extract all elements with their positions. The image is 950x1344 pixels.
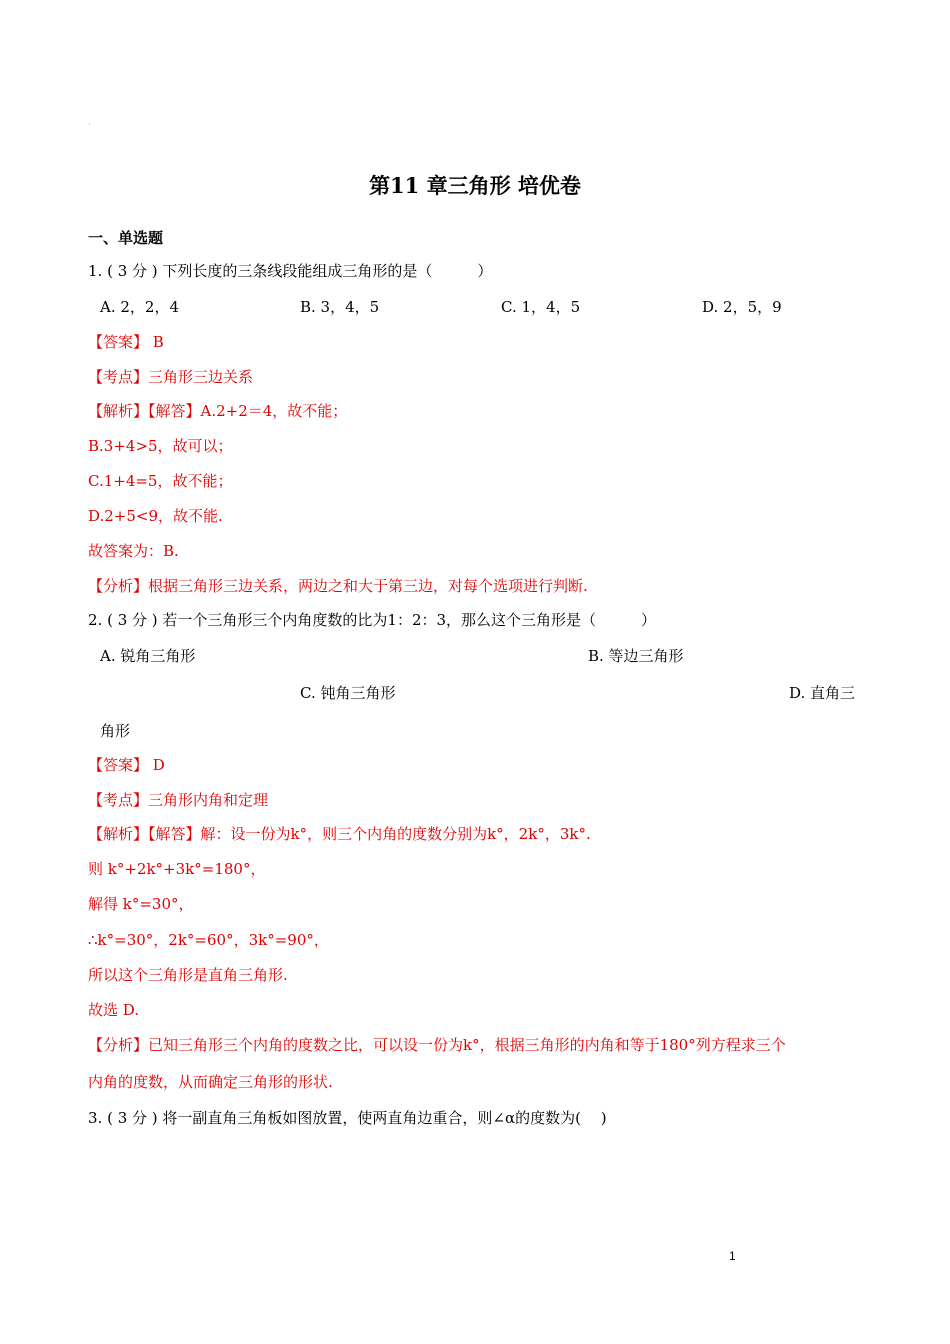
page-title: 第11 章三角形 培优卷: [369, 173, 581, 198]
q1-analysis-line: C.1+4=5，故不能；: [88, 472, 233, 490]
q2-option-b: B. 等边三角形: [588, 647, 684, 665]
section-heading: 一、单选题: [88, 229, 164, 247]
header-mark: .: [88, 117, 92, 128]
q2-option-d: D. 直角三: [789, 684, 856, 702]
q1-topic: 【考点】三角形三边关系: [88, 368, 254, 386]
q2-option-c: C. 钝角三角形: [300, 684, 396, 702]
q2-answer: 【答案】 D: [88, 756, 165, 774]
q1-option-d: D. 2，5，9: [702, 298, 782, 316]
q1-analysis-line: 故答案为：B.: [88, 542, 179, 560]
q1-option-c: C. 1，4，5: [501, 298, 581, 316]
q2-option-d-wrap: 角形: [100, 722, 131, 740]
q1-commentary: 【分析】根据三角形三边关系，两边之和大于第三边，对每个选项进行判断.: [88, 577, 588, 595]
q1-answer: 【答案】 B: [88, 333, 164, 351]
q2-analysis-line: 【解析】【解答】解：设一份为k°，则三个内角的度数分别为k°，2k°，3k°.: [88, 825, 591, 843]
q1-option-a: A. 2，2，4: [100, 298, 179, 316]
q2-analysis-line: 所以这个三角形是直角三角形.: [88, 966, 288, 984]
page-number: 1: [729, 1249, 736, 1263]
q2-topic: 【考点】三角形内角和定理: [88, 791, 269, 809]
q1-option-b: B. 3，4，5: [300, 298, 380, 316]
q2-analysis-line: 解得 k°=30°，: [88, 895, 194, 913]
q2-analysis-line: 故选 D.: [88, 1001, 140, 1019]
q2-analysis-line: 则 k°+2k°+3k°=180°，: [88, 860, 266, 878]
q2-analysis-line: ∴k°=30°，2k°=60°，3k°=90°，: [88, 931, 329, 949]
q1-analysis-line: B.3+4>5，故可以；: [88, 437, 233, 455]
q1-analysis-line: D.2+5<9，故不能.: [88, 507, 223, 525]
q2-commentary-line: 内角的度数，从而确定三角形的形状.: [88, 1073, 333, 1091]
q2-option-a: A. 锐角三角形: [100, 647, 196, 665]
q1-stem: 1. ( 3 分 ) 下列长度的三条线段能组成三角形的是（ ）: [88, 262, 493, 280]
q2-commentary-line: 【分析】已知三角形三个内角的度数之比，可以设一份为k°，根据三角形的内角和等于180°列方程求三个: [88, 1036, 786, 1054]
q1-analysis-line: 【解析】【解答】A.2+2＝4，故不能；: [88, 402, 348, 420]
q2-stem: 2. ( 3 分 ) 若一个三角形三个内角度数的比为1：2：3，那么这个三角形是（ ）: [88, 611, 657, 629]
q3-stem: 3. ( 3 分 ) 将一副直角三角板如图放置，使两直角边重合，则∠α的度数为( ): [88, 1109, 607, 1127]
